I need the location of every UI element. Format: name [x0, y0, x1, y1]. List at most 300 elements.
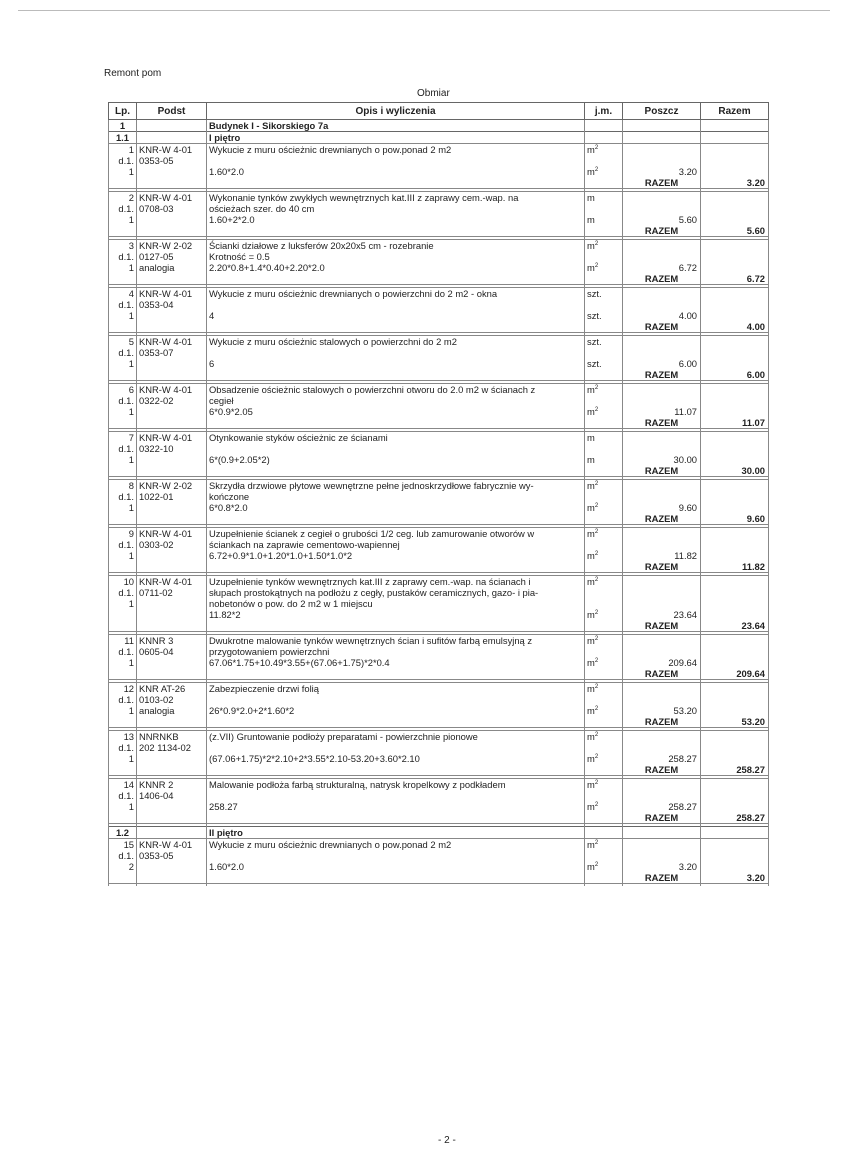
unit-cell — [585, 251, 623, 262]
lp-cell: 3 — [109, 240, 137, 252]
podst-cell — [137, 861, 207, 872]
lp-cell: d.1. — [109, 443, 137, 454]
unit-cell — [585, 273, 623, 285]
lp-cell: d.1. — [109, 850, 137, 861]
total-cell — [701, 336, 769, 348]
lp-cell — [109, 764, 137, 776]
section-row — [109, 827, 769, 839]
position-row — [109, 657, 769, 668]
partial-value — [623, 742, 701, 753]
razem-value: 6.72 — [701, 273, 769, 285]
partial-value — [623, 395, 701, 406]
podst-cell: KNR-W 4-01 — [137, 192, 207, 204]
total-row — [109, 177, 769, 189]
partial-value — [623, 598, 701, 609]
partial-value: 209.64 — [623, 657, 701, 668]
unit-cell: $m^2$ — [585, 144, 623, 156]
razem-value: 23.64 — [701, 620, 769, 632]
position-row — [109, 454, 769, 465]
total-row — [109, 369, 769, 381]
lp-cell: 13 — [109, 731, 137, 743]
position-row — [109, 705, 769, 716]
description-line — [207, 716, 585, 728]
total-cell — [701, 443, 769, 454]
razem-label: RAZEM — [623, 764, 701, 776]
podst-cell: KNR-W 2-02 — [137, 480, 207, 492]
lp-cell: 1 — [109, 598, 137, 609]
partial-value: 5.60 — [623, 214, 701, 225]
lp-cell: 12 — [109, 683, 137, 695]
description-line — [207, 872, 585, 884]
podst-cell: 0711-02 — [137, 587, 207, 598]
section-empty — [701, 827, 769, 839]
total-row — [109, 417, 769, 429]
table-header — [109, 103, 769, 120]
total-cell — [701, 454, 769, 465]
unit-cell — [585, 790, 623, 801]
description-line: (z.VII) Gruntowanie podłoży preparatami - powierzchnie pionowe — [207, 731, 585, 743]
position-row — [109, 587, 769, 598]
position-row — [109, 801, 769, 812]
lp-cell — [109, 872, 137, 884]
unit-cell: $m^2$ — [585, 262, 623, 273]
spacer-cell — [585, 884, 623, 887]
calculation: 6*0.9*2.05 — [207, 406, 585, 417]
description-line: Wykucie z muru ościeżnic drewnianych o pow.ponad 2 m2 — [207, 144, 585, 156]
position-row — [109, 347, 769, 358]
position-row — [109, 753, 769, 764]
spacer-cell — [623, 884, 701, 887]
position-row — [109, 192, 769, 204]
podst-cell — [137, 657, 207, 668]
position-row — [109, 144, 769, 156]
position-row — [109, 576, 769, 588]
description-line — [207, 790, 585, 801]
position-row — [109, 166, 769, 177]
total-cell — [701, 635, 769, 647]
podst-cell — [137, 273, 207, 285]
description-line — [207, 443, 585, 454]
section-empty — [623, 827, 701, 839]
podst-cell: KNR-W 4-01 — [137, 839, 207, 851]
description-line: Malowanie podłoża farbą strukturalną, natrysk kropelkowy z podkładem — [207, 779, 585, 791]
partial-value — [623, 432, 701, 444]
unit-cell — [585, 539, 623, 550]
unit-cell — [585, 417, 623, 429]
partial-value — [623, 336, 701, 348]
description-line: cegieł — [207, 395, 585, 406]
section-empty — [137, 827, 207, 839]
podst-cell: 0353-04 — [137, 299, 207, 310]
unit-cell — [585, 587, 623, 598]
section-row — [109, 132, 769, 144]
partial-value: 6.72 — [623, 262, 701, 273]
description-line — [207, 273, 585, 285]
calculation: 6*0.8*2.0 — [207, 502, 585, 513]
total-cell — [701, 646, 769, 657]
razem-value: 258.27 — [701, 764, 769, 776]
description-line: Skrzydła drzwiowe płytowe wewnętrzne pełne jednoskrzydłowe fabrycznie wy- — [207, 480, 585, 492]
description-line — [207, 347, 585, 358]
total-cell — [701, 240, 769, 252]
total-cell — [701, 587, 769, 598]
description-line: Wykonanie tynków zwykłych wewnętrznych kat.III z zaprawy cem.-wap. na — [207, 192, 585, 204]
position-row — [109, 406, 769, 417]
total-cell — [701, 358, 769, 369]
partial-value — [623, 779, 701, 791]
partial-value — [623, 443, 701, 454]
partial-value — [623, 203, 701, 214]
total-cell — [701, 731, 769, 743]
description-line: Obsadzenie ościeżnic stalowych o powierzchni otworu do 2.0 m2 w ścianach z — [207, 384, 585, 396]
total-cell — [701, 657, 769, 668]
lp-cell: d.1. — [109, 251, 137, 262]
description-line — [207, 321, 585, 333]
lp-cell: 7 — [109, 432, 137, 444]
calculation: 26*0.9*2.0+2*1.60*2 — [207, 705, 585, 716]
lp-cell: 15 — [109, 839, 137, 851]
partial-value — [623, 288, 701, 300]
description-line: Uzupełnienie tynków wewnętrznych kat.III z zaprawy cem.-wap. na ścianach i — [207, 576, 585, 588]
podst-cell: KNR-W 2-02 — [137, 240, 207, 252]
razem-label: RAZEM — [623, 417, 701, 429]
partial-value: 11.07 — [623, 406, 701, 417]
total-row — [109, 561, 769, 573]
description-line: nobetonów o pow. do 2 m2 w 1 miejscu — [207, 598, 585, 609]
calculation: 11.82*2 — [207, 609, 585, 620]
section-row — [109, 120, 769, 132]
total-cell — [701, 779, 769, 791]
lp-cell — [109, 369, 137, 381]
unit-cell: $m^2$ — [585, 683, 623, 695]
partial-value — [623, 240, 701, 252]
position-row — [109, 683, 769, 695]
position-row — [109, 251, 769, 262]
description-line: kończone — [207, 491, 585, 502]
razem-value: 30.00 — [701, 465, 769, 477]
podst-cell — [137, 225, 207, 237]
position-row — [109, 336, 769, 348]
podst-cell — [137, 812, 207, 824]
description-line: Ścianki działowe z luksferów 20x20x5 cm - rozebranie — [207, 240, 585, 252]
page-number: - 2 - — [438, 1135, 456, 1146]
position-row — [109, 310, 769, 321]
partial-value: 11.82 — [623, 550, 701, 561]
podst-cell: NNRNKB — [137, 731, 207, 743]
podst-cell: 1406-04 — [137, 790, 207, 801]
section-empty — [701, 132, 769, 144]
unit-cell — [585, 561, 623, 573]
calculation: 2.20*0.8+1.4*0.40+2.20*2.0 — [207, 262, 585, 273]
position-row — [109, 550, 769, 561]
total-cell — [701, 288, 769, 300]
unit-cell: $m^2$ — [585, 839, 623, 851]
razem-value: 11.07 — [701, 417, 769, 429]
total-row — [109, 812, 769, 824]
podst-cell — [137, 321, 207, 333]
podst-cell — [137, 620, 207, 632]
partial-value — [623, 144, 701, 156]
section-lp: 1 — [109, 120, 137, 132]
section-empty — [585, 120, 623, 132]
position-row — [109, 443, 769, 454]
total-cell — [701, 203, 769, 214]
unit-cell: $m^2$ — [585, 406, 623, 417]
section-empty — [623, 120, 701, 132]
razem-label: RAZEM — [623, 369, 701, 381]
unit-cell: $m^2$ — [585, 705, 623, 716]
calculation: 4 — [207, 310, 585, 321]
total-cell — [701, 491, 769, 502]
total-cell — [701, 299, 769, 310]
podst-cell: KNR-W 4-01 — [137, 432, 207, 444]
lp-cell: d.1. — [109, 491, 137, 502]
col-podst: Podst — [137, 103, 207, 120]
description-line: Zabezpieczenie drzwi folią — [207, 683, 585, 695]
total-row — [109, 273, 769, 285]
total-cell — [701, 251, 769, 262]
description-line: ościeżach szer. do 40 cm — [207, 203, 585, 214]
description-line: ściankach na zaprawie cementowo-wapiennej — [207, 539, 585, 550]
lp-cell: 1 — [109, 753, 137, 764]
unit-cell: szt. — [585, 358, 623, 369]
podst-cell — [137, 513, 207, 525]
podst-cell: KNR-W 4-01 — [137, 384, 207, 396]
total-cell — [701, 432, 769, 444]
unit-cell: $m^2$ — [585, 240, 623, 252]
total-cell — [701, 790, 769, 801]
total-row — [109, 764, 769, 776]
unit-cell: szt. — [585, 288, 623, 300]
lp-cell: 11 — [109, 635, 137, 647]
razem-label: RAZEM — [623, 812, 701, 824]
lp-cell: 10 — [109, 576, 137, 588]
unit-cell — [585, 668, 623, 680]
unit-cell — [585, 764, 623, 776]
lp-cell: 4 — [109, 288, 137, 300]
unit-cell — [585, 347, 623, 358]
measurement-table — [108, 102, 769, 886]
partial-value: 3.20 — [623, 166, 701, 177]
description-line: przygotowaniem powierzchni — [207, 646, 585, 657]
top-rule — [18, 10, 830, 11]
podst-cell — [137, 465, 207, 477]
description-line: Wykucie z muru ościeżnic stalowych o powierzchni do 2 m2 — [207, 336, 585, 348]
spacer-row — [109, 884, 769, 887]
lp-cell: d.1. — [109, 395, 137, 406]
podst-cell: 0127-05 — [137, 251, 207, 262]
razem-label: RAZEM — [623, 620, 701, 632]
total-cell — [701, 801, 769, 812]
position-row — [109, 742, 769, 753]
podst-cell: 0103-02 — [137, 694, 207, 705]
position-row — [109, 299, 769, 310]
partial-value: 4.00 — [623, 310, 701, 321]
section-lp: 1.2 — [109, 827, 137, 839]
spacer-cell — [109, 884, 137, 887]
position-row — [109, 850, 769, 861]
podst-cell: KNR AT-26 — [137, 683, 207, 695]
description-line — [207, 620, 585, 632]
lp-cell — [109, 225, 137, 237]
podst-cell — [137, 502, 207, 513]
razem-label: RAZEM — [623, 716, 701, 728]
position-row — [109, 491, 769, 502]
lp-cell: 1 — [109, 166, 137, 177]
calculation: 6.72+0.9*1.0+1.20*1.0+1.50*1.0*2 — [207, 550, 585, 561]
partial-value — [623, 790, 701, 801]
lp-cell: d.1. — [109, 203, 137, 214]
lp-cell: 1 — [109, 406, 137, 417]
calculation: (67.06+1.75)*2*2.10+2*3.55*2.10-53.20+3.60*2.10 — [207, 753, 585, 764]
partial-value — [623, 694, 701, 705]
podst-cell — [137, 177, 207, 189]
position-row — [109, 528, 769, 540]
partial-value — [623, 683, 701, 695]
description-line — [207, 850, 585, 861]
position-row — [109, 395, 769, 406]
total-cell — [701, 598, 769, 609]
partial-value — [623, 635, 701, 647]
total-cell — [701, 192, 769, 204]
unit-cell: $m^2$ — [585, 609, 623, 620]
col-jm: j.m. — [585, 103, 623, 120]
position-row — [109, 203, 769, 214]
unit-cell — [585, 513, 623, 525]
partial-value: 3.20 — [623, 861, 701, 872]
razem-value: 258.27 — [701, 812, 769, 824]
unit-cell — [585, 646, 623, 657]
partial-value — [623, 731, 701, 743]
partial-value — [623, 528, 701, 540]
podst-cell — [137, 166, 207, 177]
partial-value: 258.27 — [623, 801, 701, 812]
razem-label: RAZEM — [623, 177, 701, 189]
podst-cell — [137, 716, 207, 728]
razem-label: RAZEM — [623, 321, 701, 333]
partial-value: 258.27 — [623, 753, 701, 764]
podst-cell: 0353-05 — [137, 850, 207, 861]
podst-cell: 0322-10 — [137, 443, 207, 454]
total-cell — [701, 395, 769, 406]
podst-cell: 0322-02 — [137, 395, 207, 406]
total-cell — [701, 155, 769, 166]
position-row — [109, 384, 769, 396]
total-cell — [701, 166, 769, 177]
podst-cell: KNR-W 4-01 — [137, 576, 207, 588]
podst-cell — [137, 801, 207, 812]
position-row — [109, 502, 769, 513]
description-line — [207, 742, 585, 753]
unit-cell — [585, 395, 623, 406]
razem-value: 3.20 — [701, 872, 769, 884]
unit-cell — [585, 225, 623, 237]
partial-value — [623, 155, 701, 166]
calculation: 67.06*1.75+10.49*3.55+(67.06+1.75)*2*0.4 — [207, 657, 585, 668]
razem-label: RAZEM — [623, 273, 701, 285]
lp-cell: d.1. — [109, 299, 137, 310]
section-empty — [585, 132, 623, 144]
total-cell — [701, 528, 769, 540]
position-row — [109, 635, 769, 647]
section-title: II piętro — [207, 827, 585, 839]
position-row — [109, 861, 769, 872]
razem-value: 3.20 — [701, 177, 769, 189]
lp-cell: d.1. — [109, 539, 137, 550]
podst-cell: 0303-02 — [137, 539, 207, 550]
unit-cell — [585, 369, 623, 381]
description-line: Uzupełnienie ścianek z cegieł o grubości 1/2 ceg. lub zamurowanie otworów w — [207, 528, 585, 540]
unit-cell — [585, 177, 623, 189]
lp-cell: 9 — [109, 528, 137, 540]
unit-cell — [585, 203, 623, 214]
total-cell — [701, 839, 769, 851]
section-empty — [137, 132, 207, 144]
unit-cell: $m^2$ — [585, 502, 623, 513]
lp-cell — [109, 321, 137, 333]
total-cell — [701, 502, 769, 513]
partial-value — [623, 491, 701, 502]
description-line — [207, 465, 585, 477]
podst-cell: analogia — [137, 705, 207, 716]
podst-cell — [137, 598, 207, 609]
description-line: słupach prostokątnych na podłożu z cegły, pustaków ceramicznych, gazo- i pia- — [207, 587, 585, 598]
position-row — [109, 358, 769, 369]
podst-cell: KNNR 2 — [137, 779, 207, 791]
podst-cell: 0353-05 — [137, 155, 207, 166]
position-row — [109, 779, 769, 791]
total-cell — [701, 742, 769, 753]
podst-cell: 0353-07 — [137, 347, 207, 358]
position-row — [109, 839, 769, 851]
razem-value: 11.82 — [701, 561, 769, 573]
partial-value — [623, 587, 701, 598]
total-cell — [701, 694, 769, 705]
lp-cell: 1 — [109, 801, 137, 812]
position-row — [109, 694, 769, 705]
total-cell — [701, 347, 769, 358]
total-cell — [701, 144, 769, 156]
calculation: 6*(0.9+2.05*2) — [207, 454, 585, 465]
total-cell — [701, 753, 769, 764]
col-opis: Opis i wyliczenia — [207, 103, 585, 120]
total-cell — [701, 850, 769, 861]
unit-cell — [585, 443, 623, 454]
lp-cell — [109, 417, 137, 429]
unit-cell — [585, 299, 623, 310]
razem-value: 6.00 — [701, 369, 769, 381]
total-row — [109, 513, 769, 525]
podst-cell — [137, 417, 207, 429]
spacer-cell — [137, 884, 207, 887]
lp-cell: 1 — [109, 262, 137, 273]
partial-value — [623, 576, 701, 588]
total-row — [109, 225, 769, 237]
unit-cell — [585, 598, 623, 609]
podst-cell: 202 1134-02 — [137, 742, 207, 753]
description-line — [207, 155, 585, 166]
partial-value — [623, 192, 701, 204]
podst-cell — [137, 358, 207, 369]
lp-cell — [109, 177, 137, 189]
podst-cell — [137, 561, 207, 573]
partial-value — [623, 251, 701, 262]
position-row — [109, 262, 769, 273]
partial-value — [623, 539, 701, 550]
partial-value — [623, 384, 701, 396]
lp-cell: 8 — [109, 480, 137, 492]
unit-cell — [585, 694, 623, 705]
